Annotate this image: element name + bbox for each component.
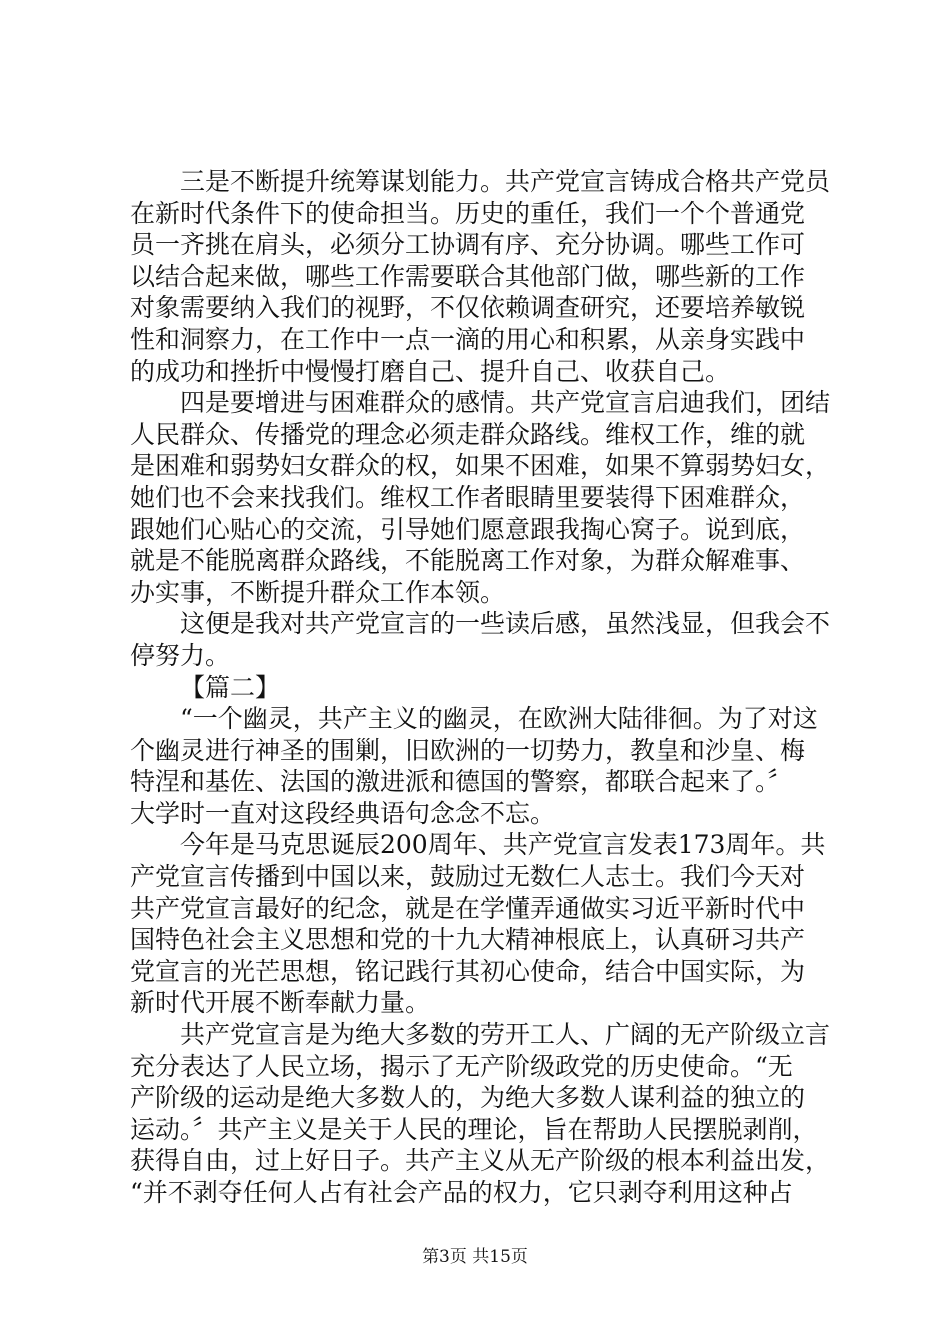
text-line: 在新时代条件下的使命担当。历史的重任，我们一个个普通党 [130,198,806,228]
text-line: 办实事，不断提升群众工作本领。 [130,577,506,607]
text-line: 对象需要纳入我们的视野，不仅依赖调查研究，还要培养敏锐 [130,293,806,323]
text-line: 停努力。 [130,640,231,670]
text-line: 充分表达了人民立场，揭示了无产阶级政党的历史使命。“无 [130,1051,793,1081]
text-line: 产阶级的运动是绝大多数人的，为绝大多数人谋利益的独立的 [130,1083,806,1113]
text-line: 性和洞察力，在工作中一点一滴的用心和积累，从亲身实践中 [130,324,806,354]
text-line: “一个幽灵，共产主义的幽灵，在欧洲大陆徘徊。为了对这 [180,704,818,734]
document-body [130,166,835,1209]
text-line: 员一齐挑在肩头，必须分工协调有序、充分协调。哪些工作可 [130,230,806,260]
text-line: 这便是我对共产党宣言的一些读后感，虽然浅显，但我会不 [180,609,831,639]
text-line: 获得自由，过上好日子。共产主义从无产阶级的根本利益出发， [130,1146,831,1176]
text-line: 她们也不会来找我们。维权工作者眼睛里要装得下困难群众， [130,482,806,512]
text-line: 特涅和基佐、法国的激进派和德国的警察，都联合起来了。〞 [130,767,793,797]
text-line: 三是不断提升统筹谋划能力。共产党宣言铸成合格共产党员 [180,167,831,196]
text-line: 共产党宣言最好的纪念，就是在学懂弄通做实习近平新时代中 [130,893,806,923]
text-line: 今年是马克思诞辰200周年、共产党宣言发表173周年。共 [180,830,826,860]
text-line: 运动。〞共产主义是关于人民的理论，旨在帮助人民摆脱剥削， [130,1114,818,1144]
text-line: 人民群众、传播党的理念必须走群众路线。维权工作，维的就 [130,419,806,449]
text-line: 以结合起来做，哪些工作需要联合其他部门做，哪些新的工作 [130,261,806,291]
text-line: 个幽灵进行神圣的围剿，旧欧洲的一切势力，教皇和沙皇、梅 [130,735,806,765]
text-line: “并不剥夺任何人占有社会产品的权力，它只剥夺利用这种占 [130,1178,793,1207]
text-line: 是困难和弱势妇女群众的权，如果不困难，如果不算弱势妇女， [130,451,831,481]
text-line: 的成功和挫折中慢慢打磨自己、提升自己、收获自己。 [130,356,731,386]
text-line: 党宣言的光芒思想，铭记践行其初心使命，结合中国实际，为 [130,956,806,986]
text-line: 产党宣言传播到中国以来，鼓励过无数仁人志士。我们今天对 [130,862,806,892]
page-footer: 第3页 共15页 [422,1247,528,1267]
text-line: 就是不能脱离群众路线，不能脱离工作对象，为群众解难事、 [130,546,806,576]
text-line: 大学时一直对这段经典语句念念不忘。 [130,798,556,828]
text-line: 共产党宣言是为绝大多数的劳开工人、广阔的无产阶级立言 [180,1020,831,1050]
text-line: 四是要增进与困难群众的感情。共产党宣言启迪我们，团结 [180,388,831,418]
text-line: 新时代开展不断奉献力量。 [130,988,431,1018]
text-line: 国特色社会主义思想和党的十九大精神根底上，认真研习共产 [130,925,806,955]
text-line: 跟她们心贴心的交流，引导她们愿意跟我掏心窝子。说到底， [130,514,806,544]
text-line: 【篇二】 [180,672,281,702]
